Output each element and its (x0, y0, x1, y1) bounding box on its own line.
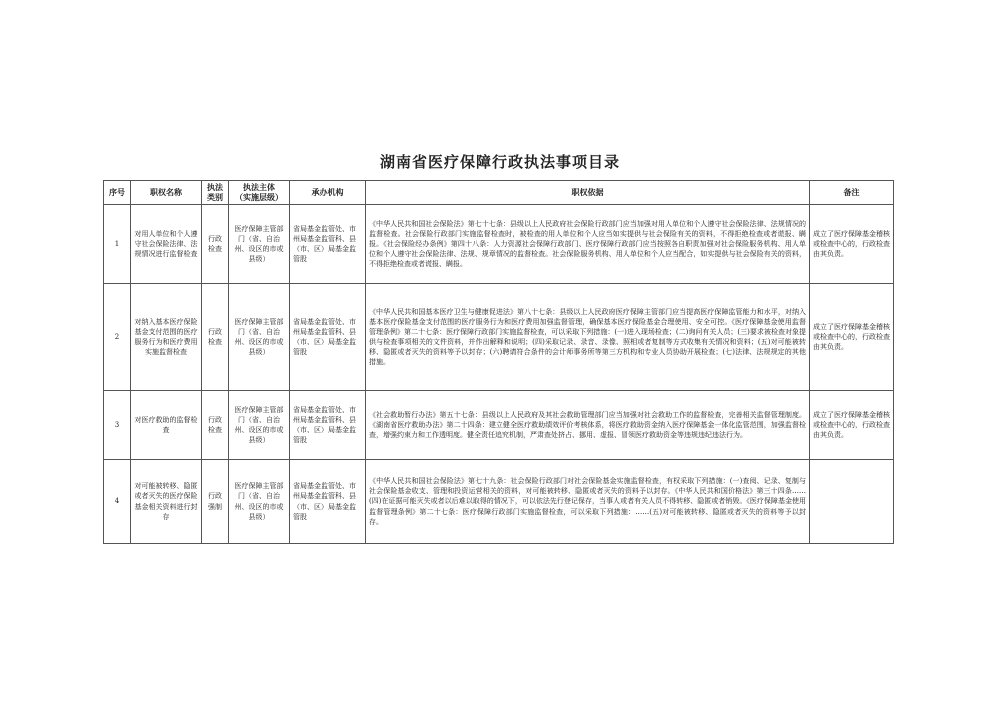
cell-remark: 成立了医疗保障基金稽核或检查中心的，行政检查由其负责。 (810, 205, 894, 284)
page-title: 湖南省医疗保障行政执法事项目录 (379, 153, 620, 171)
cell-name: 对纳入基本医疗保险基金支付范围的医疗服务行为和医疗费用实施监督检查 (131, 284, 202, 391)
header-subject (229, 181, 290, 205)
cell-subject: 医疗保障主管部门（省、自治州、设区的市或县级） (229, 284, 290, 391)
table-row (104, 460, 894, 544)
cell-agency: 省局基金监管处、市州局基金监管科、县（市、区）局基金监管股 (290, 205, 366, 284)
header-agency: 承办机构 (290, 181, 366, 205)
header-subject-line1: 执法主体 (243, 183, 275, 193)
header-category-line1: 执法 (207, 183, 223, 193)
cell-seq: 3 (104, 391, 131, 460)
cell-name: 对医疗救助的监督检查 (131, 391, 202, 460)
header-category-line2: 类别 (207, 192, 223, 202)
cell-seq: 4 (104, 460, 131, 544)
cell-seq: 1 (104, 205, 131, 284)
cell-category: 行政检查 (202, 284, 229, 391)
table-row (104, 284, 894, 391)
cell-agency: 省局基金监管处、市州局基金监管科、县（市、区）局基金监管股 (290, 284, 366, 391)
enforcement-items-table (103, 180, 894, 544)
cell-basis: 《中华人民共和国基本医疗卫生与健康促进法》第八十七条：县级以上人民政府医疗保障主管部门应当提高医疗保障监管能力和水平，对纳入基本医疗保险基金支付范围的医疗服务行为和医疗费用加强监督管理，确保基本医疗保险基金合理使用、安全可控。《医疗保障基金使用监督管理条例》第二十七条：医疗保障行政部门实施监督检查，可以采取下列措施：(一)进入现场检查；(二)询问有关人员；(三)要求被检查对象提供与检查事项相关的文件资料，并作出解释和说明；(四)采取记录、录音、录像、照相或者复制等方式收集有关情况和资料；(五)对可能被转移、隐匿或者灭失的资料等予以封存；(六)聘请符合条件的会计师事务所等第三方机构和专业人员协助开展检查；(七)法律、法规规定的其他措施。 (366, 284, 810, 391)
cell-remark: 成立了医疗保障基金稽核或检查中心的，行政检查由其负责。 (810, 284, 894, 391)
cell-category: 行政检查 (202, 205, 229, 284)
cell-category: 行政强制 (202, 460, 229, 544)
cell-seq: 2 (104, 284, 131, 391)
cell-name: 对用人单位和个人遵守社会保险法律、法规情况进行监督检查 (131, 205, 202, 284)
header-category (202, 181, 229, 205)
header-name: 职权名称 (131, 181, 202, 205)
table-header-row (104, 181, 894, 205)
cell-basis: 《中华人民共和国社会保险法》第七十七条：县级以上人民政府社会保险行政部门应当加强对用人单位和个人遵守社会保险法律、法规情况的监督检查。社会保险行政部门实施监督检查时，被检查的用人单位和个人应当如实提供与社会保险有关的资料，不得拒绝检查或者谎报、瞒报。《社会保险经办条例》第四十八条：人力资源社会保障行政部门、医疗保障行政部门应当按照各自职责加强对社会保险服务机构、用人单位和个人遵守社会保险法律、法规、规章情况的监督检查。社会保险服务机构、用人单位和个人应当配合，如实提供与社会保险有关的资料，不得拒绝检查或者谎报、瞒报。 (366, 205, 810, 284)
header-basis: 职权依据 (366, 181, 810, 205)
cell-category: 行政检查 (202, 391, 229, 460)
cell-subject: 医疗保障主管部门（省、自治州、设区的市或县级） (229, 391, 290, 460)
cell-basis: 《社会救助暂行办法》第五十七条：县级以上人民政府及其社会救助管理部门应当加强对社会救助工作的监督检查，完善相关监督管理制度。《湖南省医疗救助办法》第二十四条：建立健全医疗救助绩效评价考核体系，将医疗救助资金纳入医疗保障基金一体化监管范围，加强监督检查，增强约束力和工作透明度。健全责任追究机制，严肃查处挤占、挪用、虚报、冒领医疗救助资金等违规违纪违法行为。 (366, 391, 810, 460)
cell-remark: 成立了医疗保障基金稽核或检查中心的，行政检查由其负责。 (810, 391, 894, 460)
cell-subject: 医疗保障主管部门（省、自治州、设区的市或县级） (229, 205, 290, 284)
cell-agency: 省局基金监管处、市州局基金监管科、县（市、区）局基金监管股 (290, 391, 366, 460)
table-row (104, 205, 894, 284)
header-remark: 备注 (810, 181, 894, 205)
header-seq: 序号 (104, 181, 131, 205)
cell-agency: 省局基金监管处、市州局基金监管科、县（市、区）局基金监管股 (290, 460, 366, 544)
header-subject-line2: （实施层级） (235, 192, 283, 202)
cell-name: 对可能被转移、隐匿或者灭失的医疗保险基金相关资料进行封存 (131, 460, 202, 544)
cell-basis: 《中华人民共和国社会保险法》第七十九条：社会保险行政部门对社会保险基金实施监督检查，有权采取下列措施：(一)查阅、记录、复制与社会保险基金收支、管理和投资运营相关的资料，对可能被转移、隐匿或者灭失的资料予以封存。《中华人民共和国价格法》第三十四条……(四)在证据可能灭失或者以后难以取得的情况下，可以依法先行登记保存，当事人或者有关人员不得转移、隐匿或者销毁。《医疗保障基金使用监督管理条例》第二十七条：医疗保障行政部门实施监督检查，可以采取下列措施：……(五)对可能被转移、隐匿或者灭失的资料等予以封存。 (366, 460, 810, 544)
cell-remark (810, 460, 894, 544)
cell-subject: 医疗保障主管部门（省、自治州、设区的市或县级） (229, 460, 290, 544)
table-row (104, 391, 894, 460)
